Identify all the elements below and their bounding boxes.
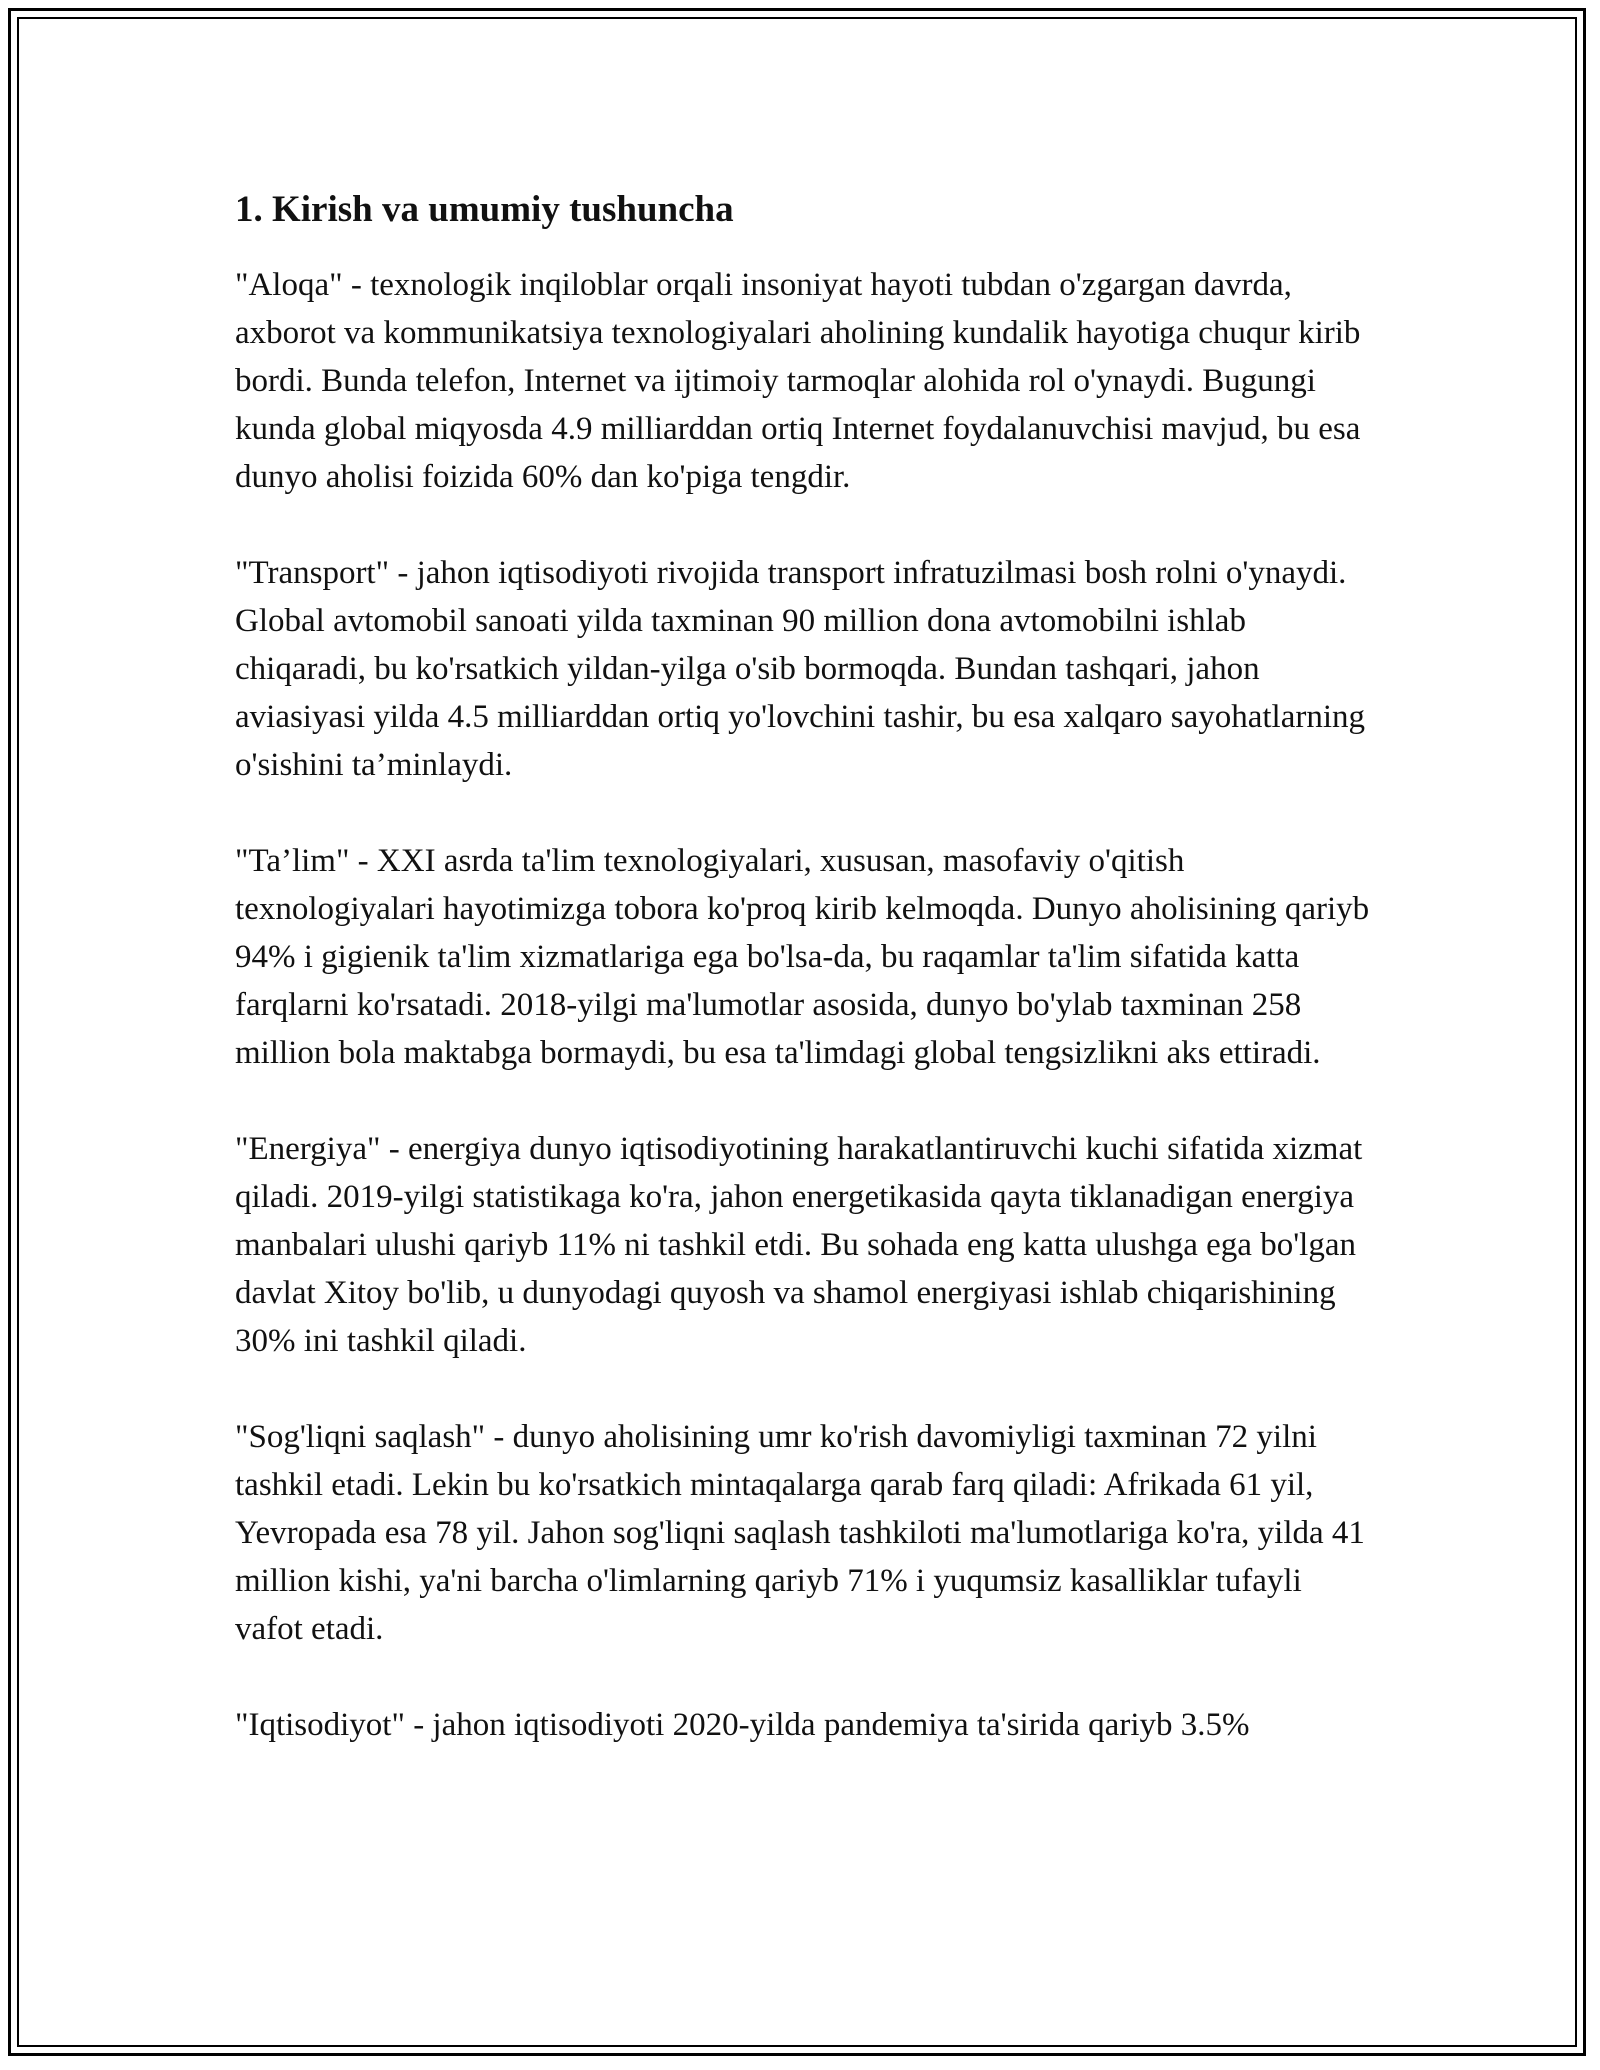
paragraph-sogliqni-saqlash: "Sog'liqni saqlash" - dunyo aholisining umr ko'rish davomiyligi taxminan 72 yilni tashkil etadi. Lekin bu ko'rsatkich mintaqalarga qarab farq qiladi: Afrikada 61 yil, Yevropada esa 78 yil. Jahon sog'liqni saqlash tashkiloti ma'lumotlariga ko'ra, yilda 41 million kishi, ya'ni barcha o'limlarning qariyb 71% i yuqumsiz kasalliklar tufayli vafot etadi.	[235, 1419, 1365, 1648]
document-body	[235, 187, 1375, 1797]
paragraph-energiya: "Energiya" - energiya dunyo iqtisodiyotining harakatlantiruvchi kuchi sifatida xizmat qiladi. 2019-yilgi statistikaga ko'ra, jahon energetikasida qayta tiklanadigan energiya manbalari ulushi qariyb 11% ni tashkil etdi. Bu sohada eng katta ulushga ega bo'lgan davlat Xitoy bo'lib, u dunyodagi quyosh va shamol energiyasi ishlab chiqarishining 30% ini tashkil qiladi.	[235, 1131, 1363, 1360]
paragraph-iqtisodiyot: "Iqtisodiyot" - jahon iqtisodiyoti 2020-yilda pandemiya ta'sirida qariyb 3.5%	[235, 1707, 1250, 1744]
section-heading: 1. Kirish va umumiy tushuncha	[235, 189, 734, 230]
paragraph-talim: "Ta’lim" - XXI asrda ta'lim texnologiyalari, xususan, masofaviy o'qitish texnologiyalari hayotimizga tobora ko'proq kirib kelmoqda. Dunyo aholisining qariyb 94% i gigienik ta'lim xizmatlariga ega bo'lsa-da, bu raqamlar ta'lim sifatida katta farqlarni ko'rsatadi. 2018-yilgi ma'lumotlar asosida, dunyo bo'ylab taxminan 258 million bola maktabga bormaydi, bu esa ta'limdagi global tengsizlikni aks ettiradi.	[235, 843, 1370, 1072]
paragraph-aloqa: "Aloqa" - texnologik inqiloblar orqali insoniyat hayoti tubdan o'zgargan davrda, axborot va kommunikatsiya texnologiyalari aholining kundalik hayotiga chuqur kirib bordi. Bunda telefon, Internet va ijtimoiy tarmoqlar alohida rol o'ynaydi. Bugungi kunda global miqyosda 4.9 milliarddan ortiq Internet foydalanuvchisi mavjud, bu esa dunyo aholisi foizida 60% dan ko'piga tengdir.	[235, 267, 1361, 496]
paragraph-transport: "Transport" - jahon iqtisodiyoti rivojida transport infratuzilmasi bosh rolni o'ynaydi. Global avtomobil sanoati yilda taxminan 90 million dona avtomobilni ishlab chiqaradi, bu ko'rsatkich yildan-yilga o'sib bormoqda. Bundan tashqari, jahon aviasiyasi yilda 4.5 milliarddan ortiq yo'lovchini tashir, bu esa xalqaro sayohatlarning o'sishini ta’minlaydi.	[235, 555, 1366, 784]
